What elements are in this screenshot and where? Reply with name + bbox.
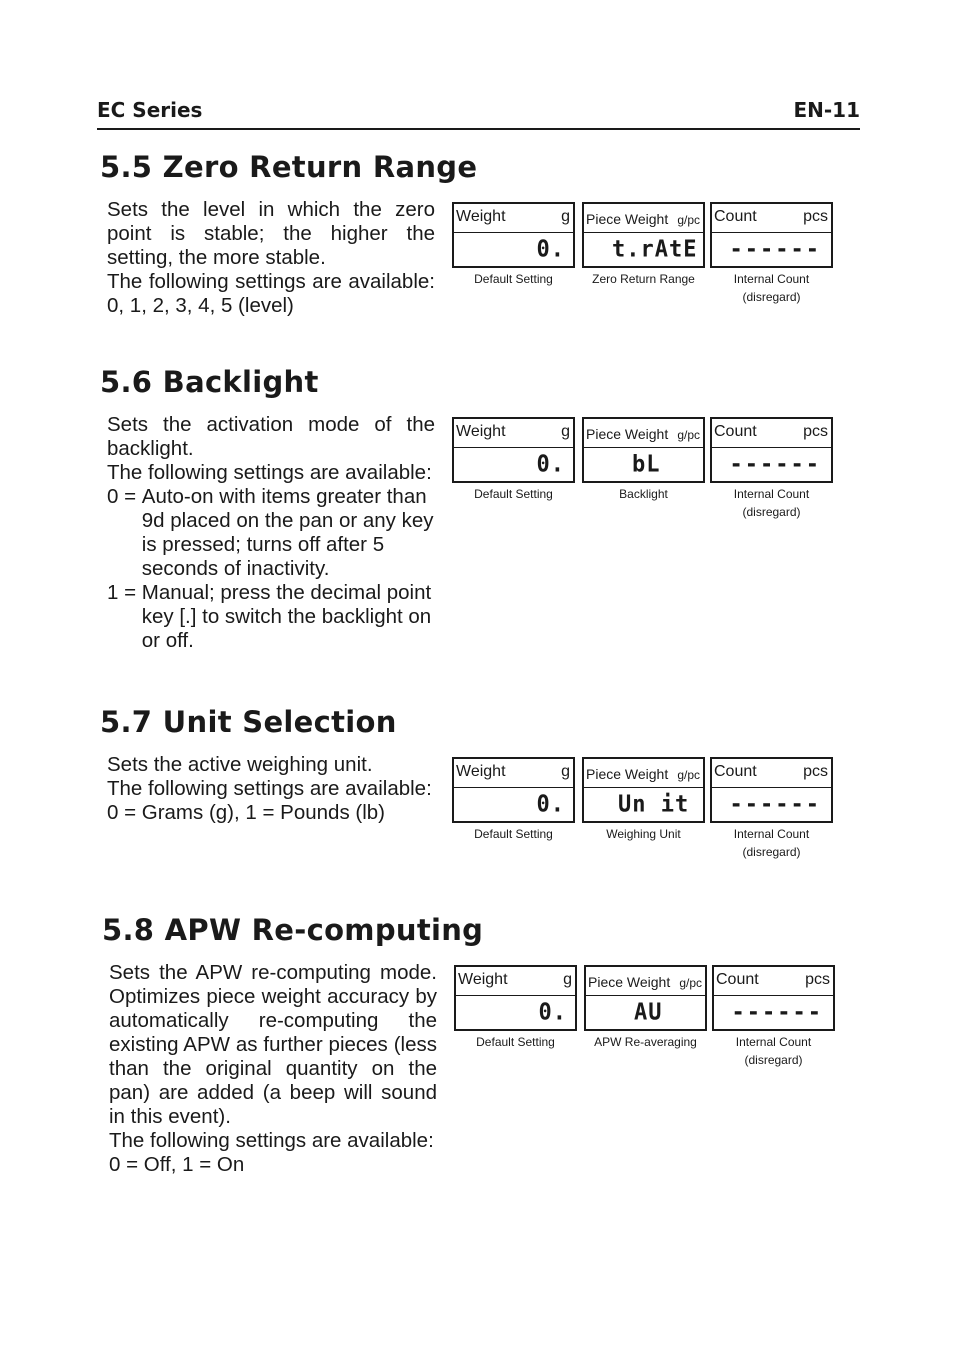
display-unit: g/pc bbox=[677, 213, 700, 227]
display-unit: pcs bbox=[803, 763, 828, 780]
display-reading: t.rAtE bbox=[612, 236, 698, 263]
display-caption: Default Setting bbox=[474, 272, 553, 286]
display-label: Weight bbox=[456, 208, 506, 225]
weight-display bbox=[452, 757, 575, 843]
display-label: Weight bbox=[458, 971, 508, 988]
piece-weight-display bbox=[582, 202, 705, 288]
section-title: 5.8 APW Re-computing bbox=[102, 913, 484, 947]
display-label: Weight bbox=[456, 763, 506, 780]
display-reading: AU bbox=[634, 999, 663, 1026]
count-display bbox=[710, 757, 833, 861]
display-caption: Internal Count bbox=[735, 1035, 812, 1049]
body-paragraph: Sets the active weighing unit. bbox=[107, 753, 373, 776]
section-body bbox=[109, 961, 437, 1177]
display-reading: ------ bbox=[729, 236, 821, 263]
section-body bbox=[107, 753, 435, 825]
display-caption: Default Setting bbox=[474, 827, 553, 841]
option-key: 1 = bbox=[107, 581, 142, 604]
display-unit: g/pc bbox=[679, 976, 702, 990]
section-body bbox=[107, 198, 435, 318]
display-label: Weight bbox=[456, 423, 506, 440]
display-label: Count bbox=[714, 423, 757, 440]
display-unit: g/pc bbox=[677, 428, 700, 442]
weight-display bbox=[452, 417, 575, 503]
count-display bbox=[710, 417, 833, 521]
body-paragraph: Sets the level in which the zero point is stable; the higher the setting, the more stable. bbox=[107, 198, 435, 269]
body-paragraph: The following settings are available: bbox=[109, 1129, 434, 1152]
section-title: 5.7 Unit Selection bbox=[100, 705, 397, 739]
display-caption: Zero Return Range bbox=[592, 272, 695, 286]
display-caption-note: (disregard) bbox=[744, 1053, 803, 1067]
piece-weight-display bbox=[584, 965, 707, 1051]
piece-weight-display bbox=[582, 417, 705, 503]
display-caption: Internal Count bbox=[733, 827, 810, 841]
section-title: 5.6 Backlight bbox=[100, 365, 319, 399]
display-reading: 0. bbox=[536, 451, 565, 478]
display-reading: ------ bbox=[729, 451, 821, 478]
display-label: Count bbox=[714, 763, 757, 780]
display-panels bbox=[452, 757, 837, 859]
display-reading: 0. bbox=[538, 999, 567, 1026]
body-paragraph: 0 = Grams (g), 1 = Pounds (lb) bbox=[107, 801, 386, 824]
display-caption-note: (disregard) bbox=[742, 505, 801, 519]
piece-weight-display bbox=[582, 757, 705, 843]
display-caption-note: (disregard) bbox=[742, 845, 801, 859]
option-item bbox=[107, 485, 435, 581]
section-title: 5.5 Zero Return Range bbox=[100, 150, 478, 184]
display-reading: 0. bbox=[536, 236, 565, 263]
display-caption: Internal Count bbox=[733, 272, 810, 286]
weight-display bbox=[454, 965, 577, 1051]
series-title: EC Series bbox=[97, 98, 203, 122]
display-caption: Weighing Unit bbox=[606, 827, 681, 841]
display-label: Piece Weight bbox=[586, 211, 669, 227]
display-caption: Internal Count bbox=[733, 487, 810, 501]
display-reading: ------ bbox=[731, 999, 823, 1026]
body-paragraph: 0 = Off, 1 = On bbox=[109, 1153, 245, 1176]
display-reading: 0. bbox=[536, 791, 565, 818]
display-unit: g/pc bbox=[677, 768, 700, 782]
display-panels bbox=[454, 965, 839, 1067]
option-key: 0 = bbox=[107, 485, 142, 508]
display-caption-note: (disregard) bbox=[742, 290, 801, 304]
display-caption: APW Re-averaging bbox=[594, 1035, 697, 1049]
display-reading: ------ bbox=[729, 791, 821, 818]
page-header bbox=[97, 98, 860, 130]
section-body bbox=[107, 413, 435, 653]
display-unit: pcs bbox=[803, 423, 828, 440]
count-display bbox=[712, 965, 835, 1069]
page-number: EN-11 bbox=[793, 98, 860, 122]
body-paragraph: Sets the APW re-computing mode. Optimizes piece weight accuracy by automatically re-computing the existing APW as further pieces (less than the original quantity on the pan) are added (a beep will sound in this event). bbox=[109, 961, 437, 1128]
display-reading: bL bbox=[632, 451, 661, 478]
display-label: Count bbox=[716, 971, 759, 988]
display-label: Piece Weight bbox=[588, 974, 671, 990]
display-panels bbox=[452, 202, 837, 304]
display-label: Piece Weight bbox=[586, 426, 669, 442]
display-label: Count bbox=[714, 208, 757, 225]
display-reading: Un it bbox=[618, 791, 690, 818]
display-label: Piece Weight bbox=[586, 766, 669, 782]
display-unit: pcs bbox=[805, 971, 830, 988]
display-panels bbox=[452, 417, 837, 519]
option-item bbox=[107, 581, 435, 653]
display-caption: Backlight bbox=[619, 487, 668, 501]
display-unit: g bbox=[561, 423, 570, 440]
weight-display bbox=[452, 202, 575, 288]
display-unit: g bbox=[561, 763, 570, 780]
display-caption: Default Setting bbox=[476, 1035, 555, 1049]
display-unit: g bbox=[563, 971, 572, 988]
option-text: Manual; press the decimal point key [.] to switch the backlight on or off. bbox=[141, 581, 432, 652]
count-display bbox=[710, 202, 833, 306]
display-caption: Default Setting bbox=[474, 487, 553, 501]
option-text: Auto-on with items greater than 9d placed on the pan or any key is pressed; turns off after 5 seconds of inactivity. bbox=[141, 485, 434, 580]
display-unit: pcs bbox=[803, 208, 828, 225]
display-unit: g bbox=[561, 208, 570, 225]
body-paragraph: The following settings are available: 0, 1, 2, 3, 4, 5 (level) bbox=[107, 270, 435, 317]
body-paragraph: The following settings are available: bbox=[107, 461, 432, 484]
body-paragraph: Sets the activation mode of the backlight. bbox=[107, 413, 435, 460]
body-paragraph: The following settings are available: bbox=[107, 777, 432, 800]
